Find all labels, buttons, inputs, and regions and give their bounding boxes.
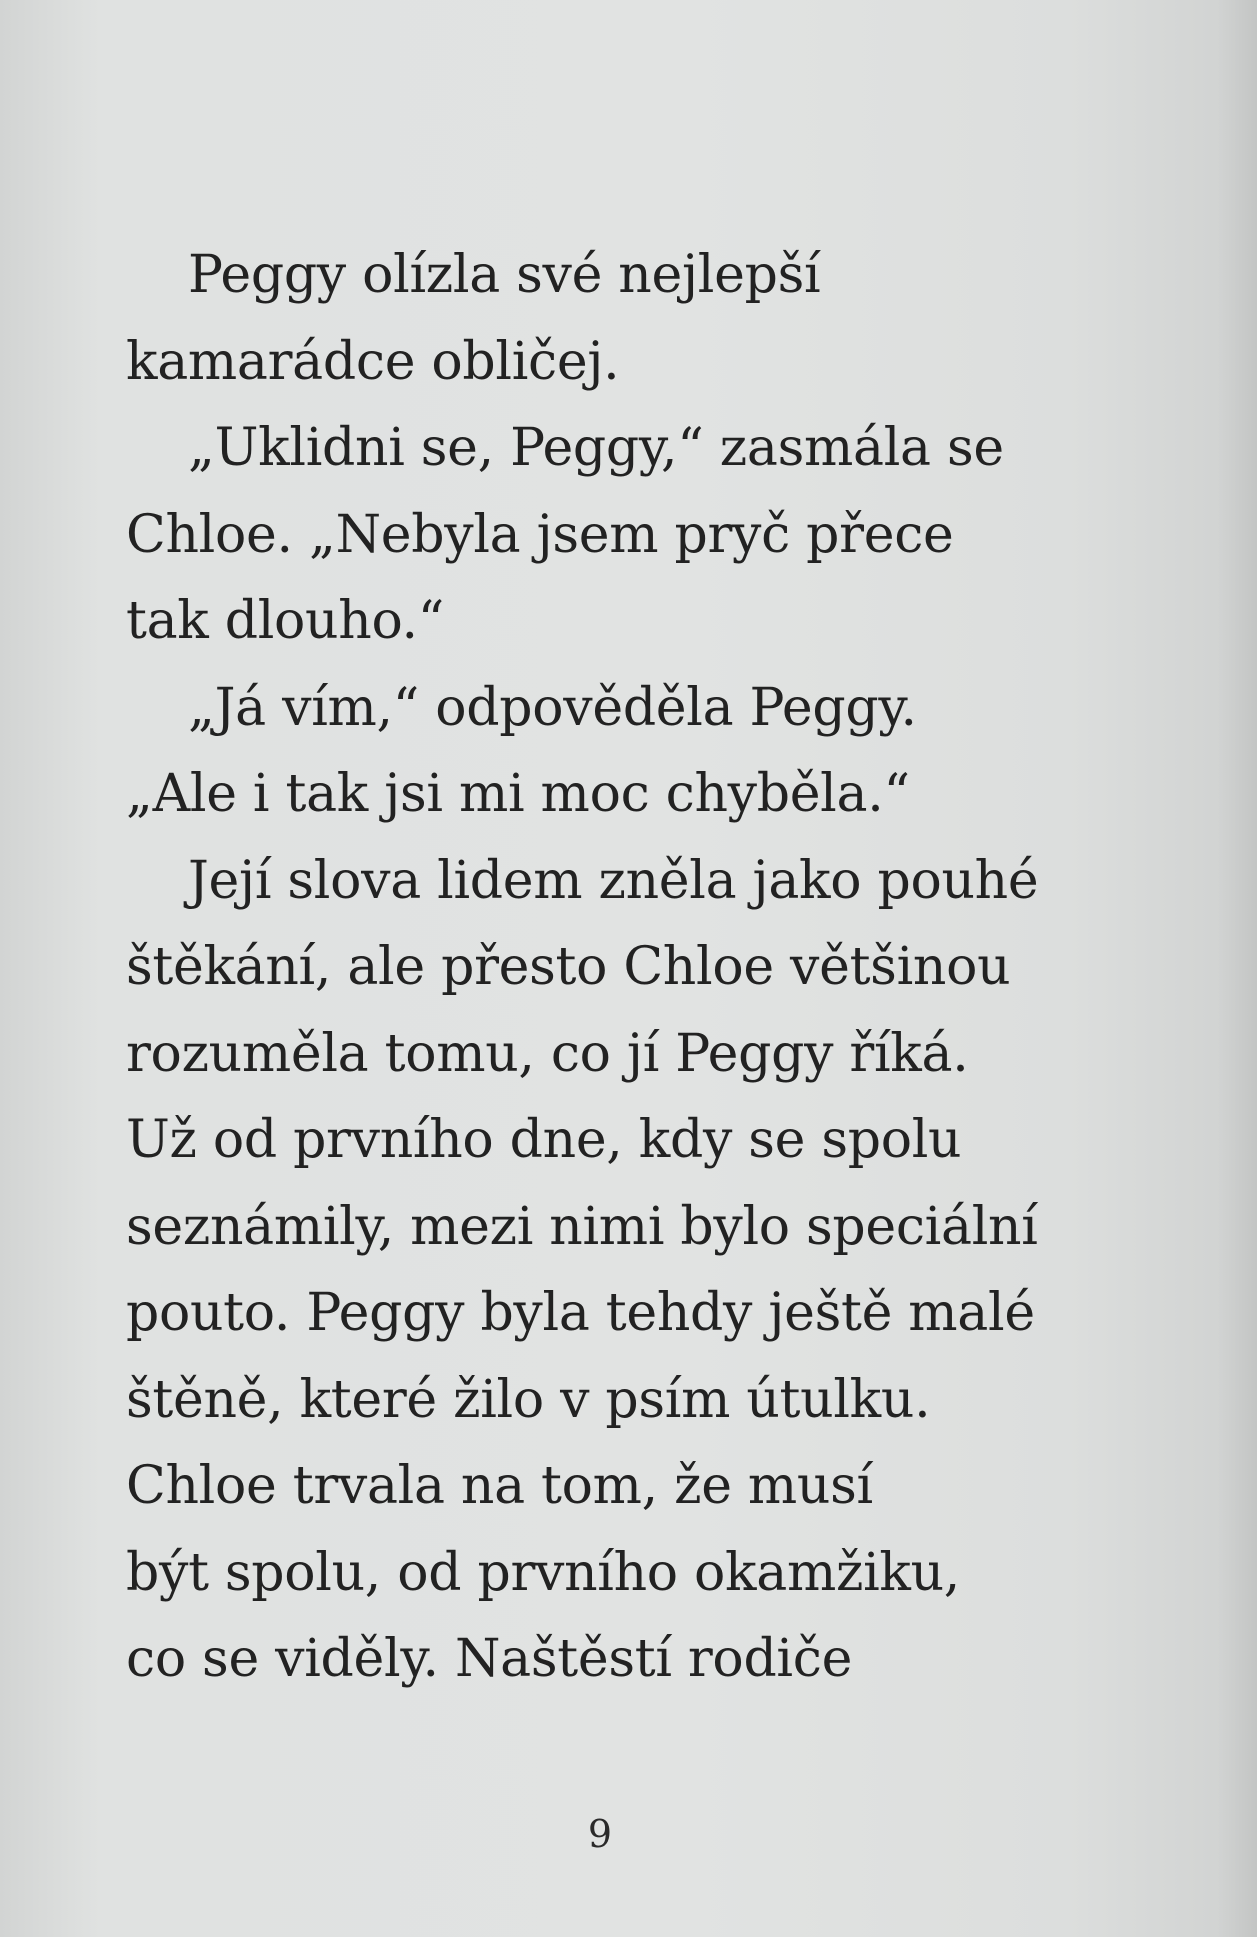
body-text bbox=[126, 232, 1136, 1703]
text-line: Chloe trvala na tom, že musí bbox=[126, 1456, 873, 1516]
text-line: „Uklidni se, Peggy,“ zasmála se bbox=[188, 418, 1004, 478]
page-number: 9 bbox=[587, 1812, 613, 1856]
text-line: Její slova lidem zněla jako pouhé bbox=[188, 850, 1039, 911]
text-line: „Já vím,“ odpověděla Peggy. bbox=[188, 677, 917, 738]
text-line: Chloe. „Nebyla jsem pryč přece bbox=[126, 504, 954, 565]
text-line: pouto. Peggy byla tehdy ještě malé bbox=[126, 1283, 1035, 1343]
text-line: štěkání, ale přesto Chloe většinou bbox=[126, 937, 1011, 997]
text-line: být spolu, od prvního okamžiku, bbox=[126, 1542, 961, 1603]
text-line: rozuměla tomu, co jí Peggy říká. bbox=[126, 1023, 969, 1084]
text-line: „Ale i tak jsi mi moc chyběla.“ bbox=[126, 764, 910, 824]
page-edge-shadow bbox=[1217, 0, 1257, 1937]
text-line: seznámily, mezi nimi bylo speciální bbox=[126, 1196, 1038, 1257]
text-line: Už od prvního dne, kdy se spolu bbox=[126, 1110, 962, 1170]
text-line: štěně, které žilo v psím útulku. bbox=[126, 1369, 931, 1430]
text-line: Peggy olízla své nejlepší bbox=[188, 245, 821, 305]
text-line: tak dlouho.“ bbox=[126, 591, 445, 651]
text-line: co se viděly. Naštěstí rodiče bbox=[126, 1629, 853, 1689]
text-line: kamarádce obličej. bbox=[126, 331, 620, 392]
